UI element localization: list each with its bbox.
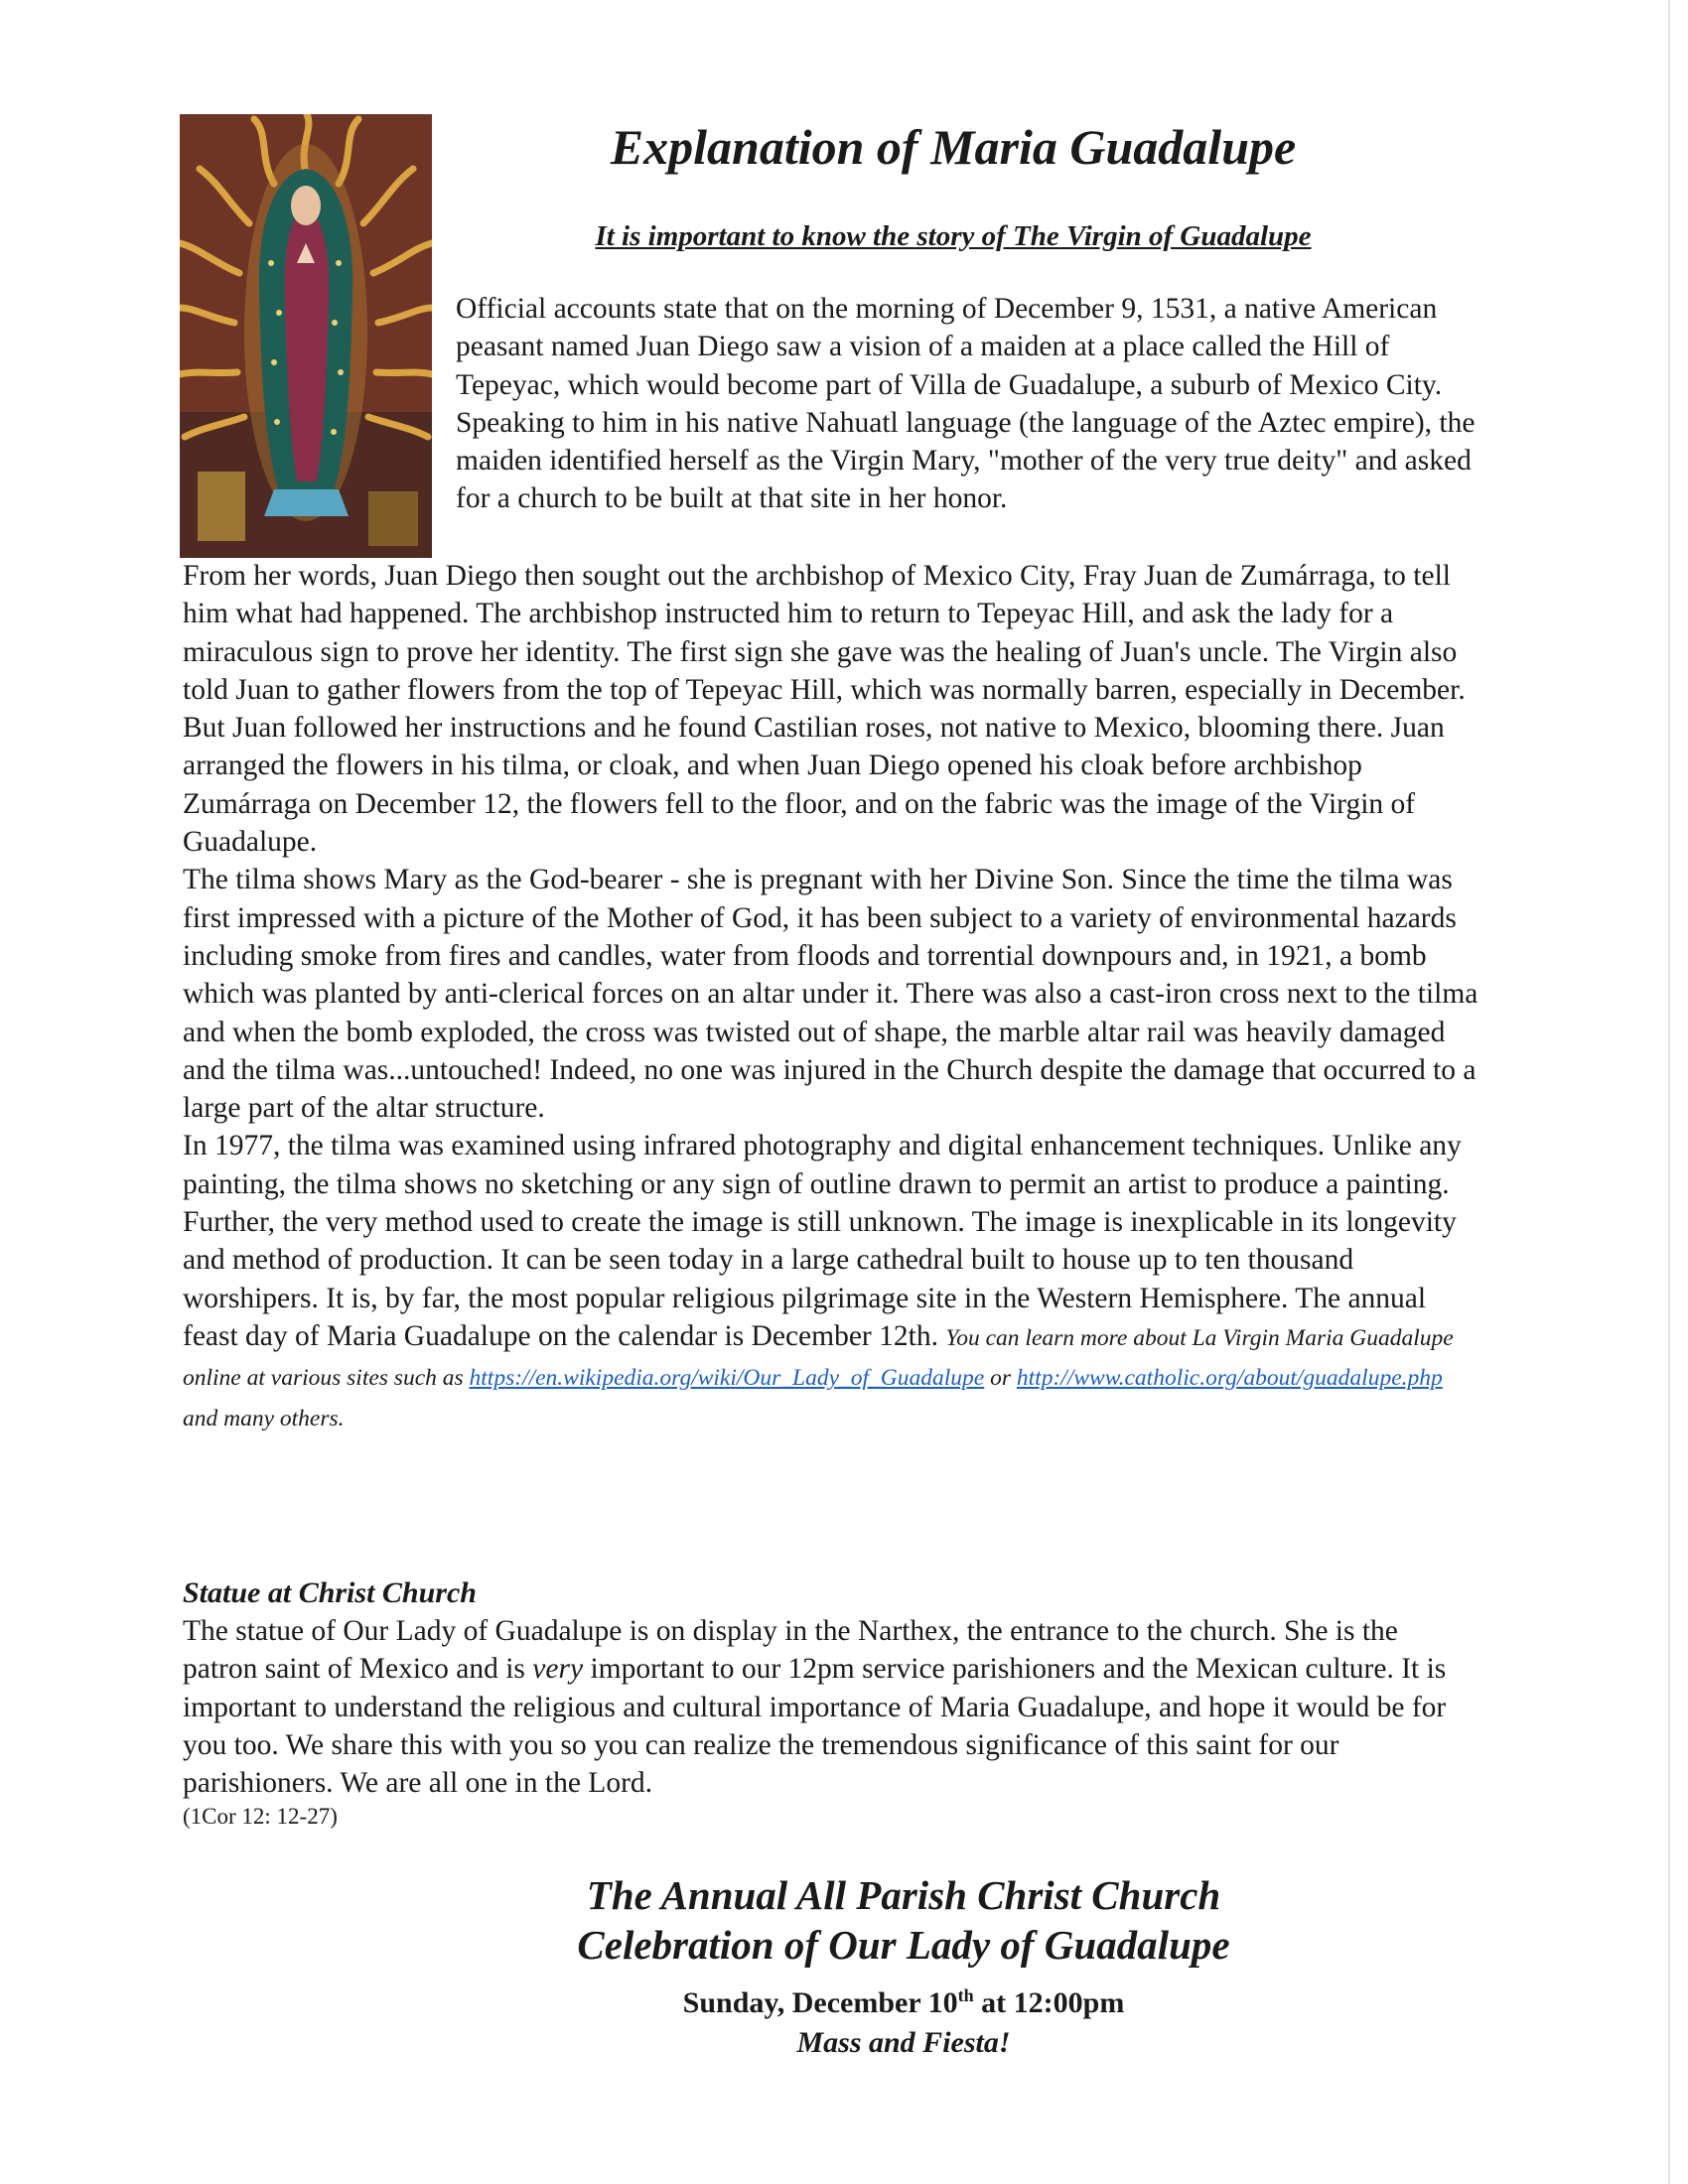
body-paragraph-1: From her words, Juan Diego then sought out the archbishop of Mexico City, Fray Juan de Zumárraga, to tell him what had happened. The archbishop instructed him to return to Tepeyac Hill, and ask the lady for a miraculous sign to prove her identity. The first sign she gave was the healing of Juan's uncle. The Virgin also told Juan to gather flowers from the top of Tepeyac Hill, which was normally barren, especially in December. But Juan followed her instructions and he found Castilian roses, not native to Mexico, blooming there. Juan arranged the flowers in his tilma, or cloak, and when Juan Diego opened his cloak before archbishop Zumárraga on December 12, the flowers fell to the floor, and on the fabric was the image of the Virgin of Guadalupe. [183, 560, 1466, 859]
statue-text-before: The statue of Our Lady of Guadalupe is on display in the Narthex, the entrance to the church. She is the patron saint of Mexico and is [183, 1615, 1398, 1686]
note-or: or [990, 1365, 1012, 1392]
wikipedia-link[interactable]: https://en.wikipedia.org/wiki/Our_Lady_of_Guadalupe [469, 1365, 985, 1392]
closing-announcement [367, 1870, 1440, 2063]
page-title: Explanation of Maria Guadalupe [610, 119, 1297, 175]
intro-paragraph: Official accounts state that on the morning of December 9, 1531, a native American peasant named Juan Diego saw a vision of a maiden at a place called the Hill of Tepeyac, which would become part of Villa de Guadalupe, a suburb of Mexico City. Speaking to him in his native Nahuatl language (the language of the Aztec empire), the maiden identified herself as the Virgin Mary, "mother of the very true deity" and asked for a church to be built at that site in her honor. [456, 293, 1476, 515]
page-edge-line [1668, 0, 1670, 2184]
note-suffix: and many others. [183, 1405, 345, 1432]
date-suffix: at 12:00pm [981, 1986, 1125, 2019]
body-paragraph-3-text: In 1977, the tilma was examined using infrared photography and digital enhancement techniques. Unlike any painting, the tilma shows no sketching or any sign of outline drawn to permit an artist to produce a painting. Further, the very method used to create the image is still unknown. The image is inexplicable in its longevity and method of production. It can be seen today in a large cathedral built to house up to ten thousand worshipers. It is, by far, the most popular religious pilgrimage site in the Western Hemisphere. The annual feast day of Maria Guadalupe on the calendar is December 12th. [183, 1130, 1462, 1352]
note-prefix: You can learn more about La Virgin Maria Guadalupe online at various sites such as [183, 1324, 1454, 1392]
catholic-org-link[interactable]: http://www.catholic.org/about/guadalupe.php [1016, 1365, 1443, 1392]
statue-heading: Statue at Christ Church [183, 1576, 477, 1609]
statue-paragraph [183, 1612, 1478, 1802]
bible-citation: (1Cor 12: 12-27) [183, 1804, 338, 1830]
closing-line-2: Celebration of Our Lady of Guadalupe [577, 1922, 1230, 1968]
statue-illustration [180, 114, 432, 558]
statue-section [183, 1574, 1478, 1832]
date-sup: th [957, 1985, 974, 2005]
closing-line-1: The Annual All Parish Christ Church [586, 1872, 1221, 1918]
main-body [183, 557, 1478, 1437]
mass-and-fiesta: Mass and Fiesta! [796, 2026, 1011, 2059]
page-subtitle: It is important to know the story of The Virgin of Guadalupe [595, 220, 1312, 252]
body-paragraph-2: The tilma shows Mary as the God-bearer - she is pregnant with her Divine Son. Since the time the tilma was first impressed with a picture of the Mother of God, it has been subject to a variety of environmental hazards including smoke from fires and candles, water from floods and torrential downpours and, in 1921, a bomb which was planted by anti-clerical forces on an altar under it. There was also a cast-iron cross next to the tilma and when the bomb exploded, the cross was twisted out of shape, the marble altar rail was heavily damaged and the tilma was...untouched! Indeed, no one was injured in the Church despite the damage that occurred to a large part of the altar structure. [183, 864, 1478, 1125]
body-paragraph-3 [183, 1127, 1478, 1436]
statue-emphasis: very [532, 1653, 584, 1686]
virgin-of-guadalupe-photo [180, 114, 432, 558]
date-prefix: Sunday, December 10 [682, 1986, 958, 2019]
statue-text-after: important to our 12pm service parishioners and the Mexican culture. It is important to understand the religious and cultural importance of Maria Guadalupe, and hope it would be for you too. We share this with you so you can realize the tremendous significance of this saint for our parishioners. We are all one in the Lord. [183, 1653, 1447, 1800]
event-date [367, 1976, 1440, 2023]
